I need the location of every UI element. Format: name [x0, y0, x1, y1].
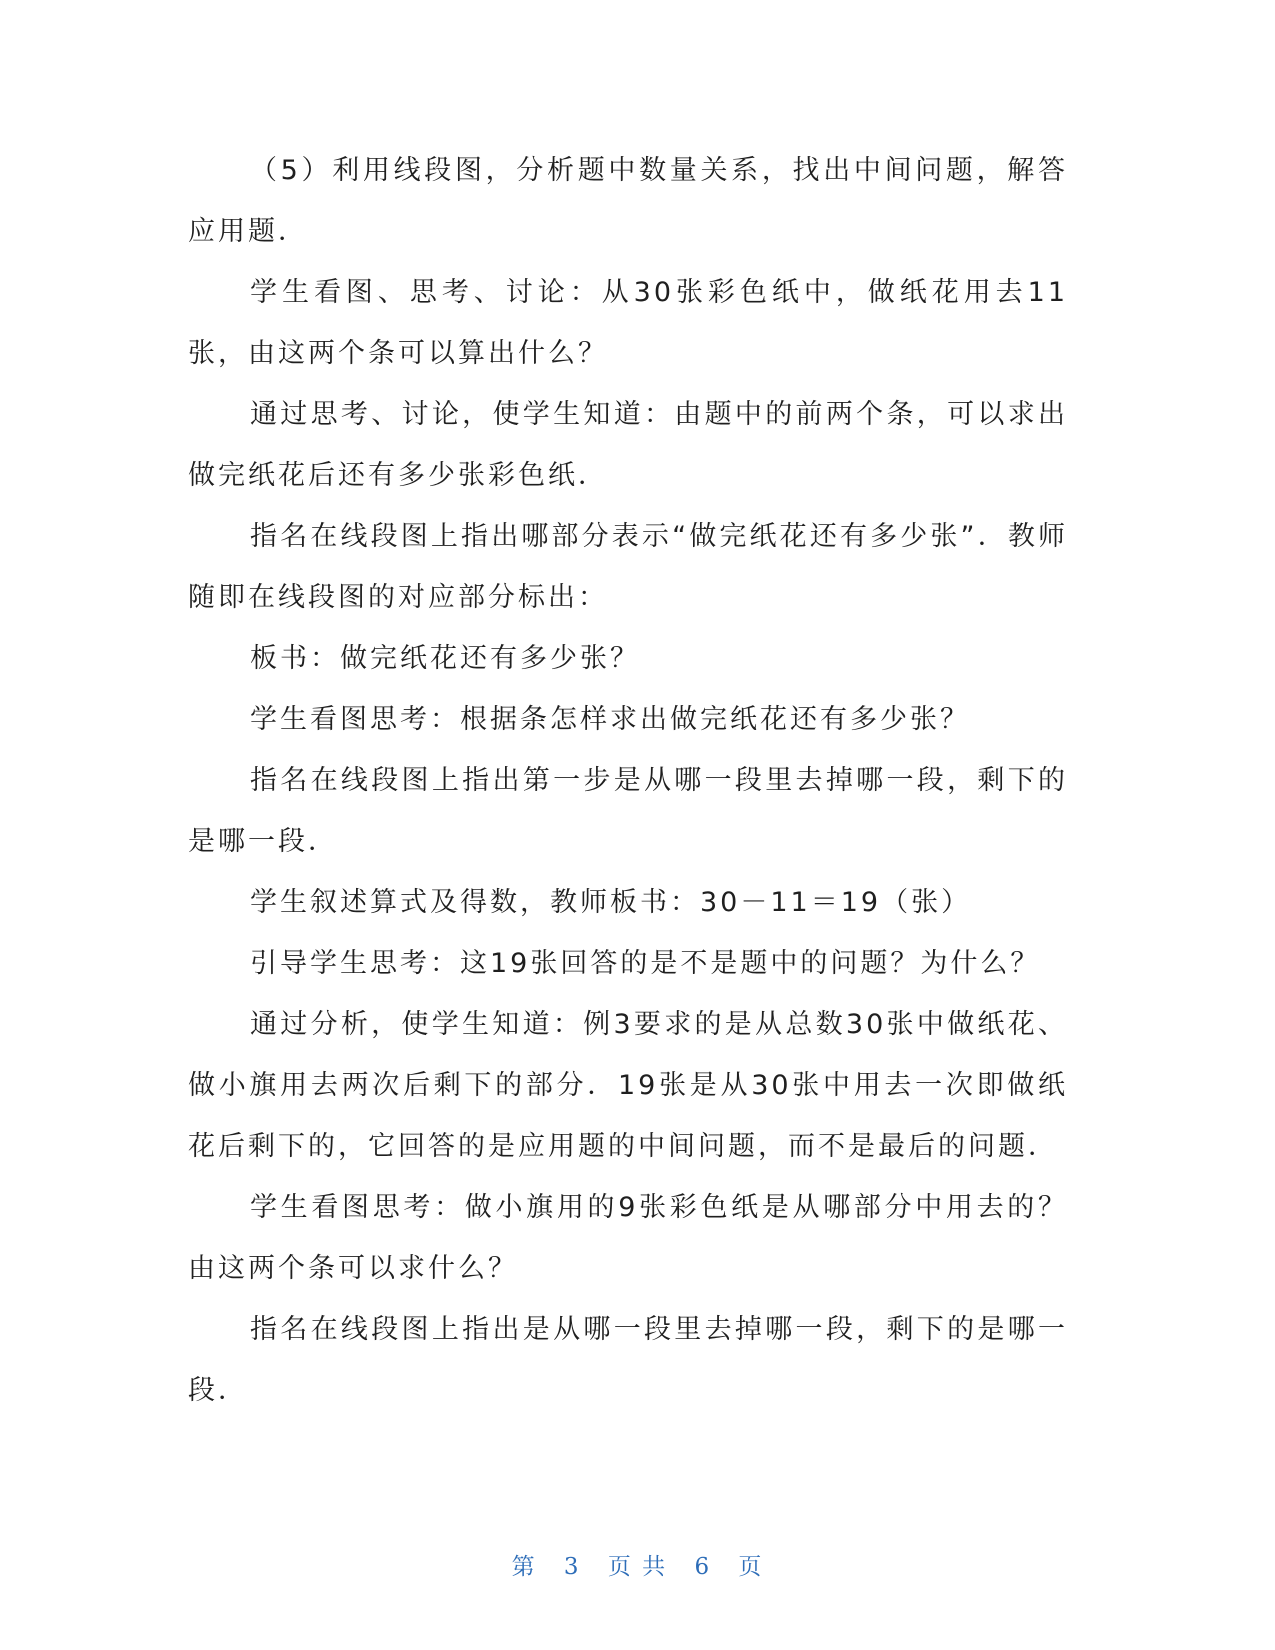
footer-prefix: 第: [511, 1554, 537, 1580]
paragraph-10: 通过分析，使学生知道：例3要求的是从总数30张中做纸花、做小旗用去两次后剩下的部分．19张是从30张中用去一次即做纸花后剩下的，它回答的是应用题的中间问题，而不是最后的问题．: [188, 1009, 1068, 1162]
paragraph-2: 学生看图、思考、讨论：从30张彩色纸中，做纸花用去11张，由这两个条可以算出什么？: [188, 277, 1068, 369]
paragraph-11: 学生看图思考：做小旗用的9张彩色纸是从哪部分中用去的？由这两个条可以求什么？: [188, 1192, 1068, 1284]
paragraph-7: 指名在线段图上指出第一步是从哪一段里去掉哪一段，剩下的是哪一段．: [188, 765, 1068, 857]
footer-suffix: 页: [738, 1554, 764, 1580]
document-body: [188, 140, 1068, 1421]
paragraph-4: 指名在线段图上指出哪部分表示“做完纸花还有多少张”．教师随即在线段图的对应部分标出：: [188, 521, 1068, 613]
paragraph-1: （5）利用线段图，分析题中数量关系，找出中间问题，解答应用题．: [188, 155, 1068, 247]
paragraph-5: 板书：做完纸花还有多少张？: [250, 643, 640, 674]
footer-middle: 页 共: [607, 1554, 668, 1580]
paragraph-12: 指名在线段图上指出是从哪一段里去掉哪一段，剩下的是哪一段．: [188, 1314, 1068, 1406]
paragraph-6: 学生看图思考：根据条怎样求出做完纸花还有多少张？: [250, 704, 970, 735]
paragraph-8: 学生叙述算式及得数，教师板书：30－11＝19（张）: [250, 887, 972, 918]
footer-current-page: 3: [563, 1554, 581, 1580]
footer-total-pages: 6: [694, 1554, 712, 1580]
page-number-footer: [0, 1548, 1275, 1581]
paragraph-9: 引导学生思考：这19张回答的是不是题中的问题？为什么？: [250, 948, 1041, 979]
paragraph-3: 通过思考、讨论，使学生知道：由题中的前两个条，可以求出做完纸花后还有多少张彩色纸．: [188, 399, 1068, 491]
